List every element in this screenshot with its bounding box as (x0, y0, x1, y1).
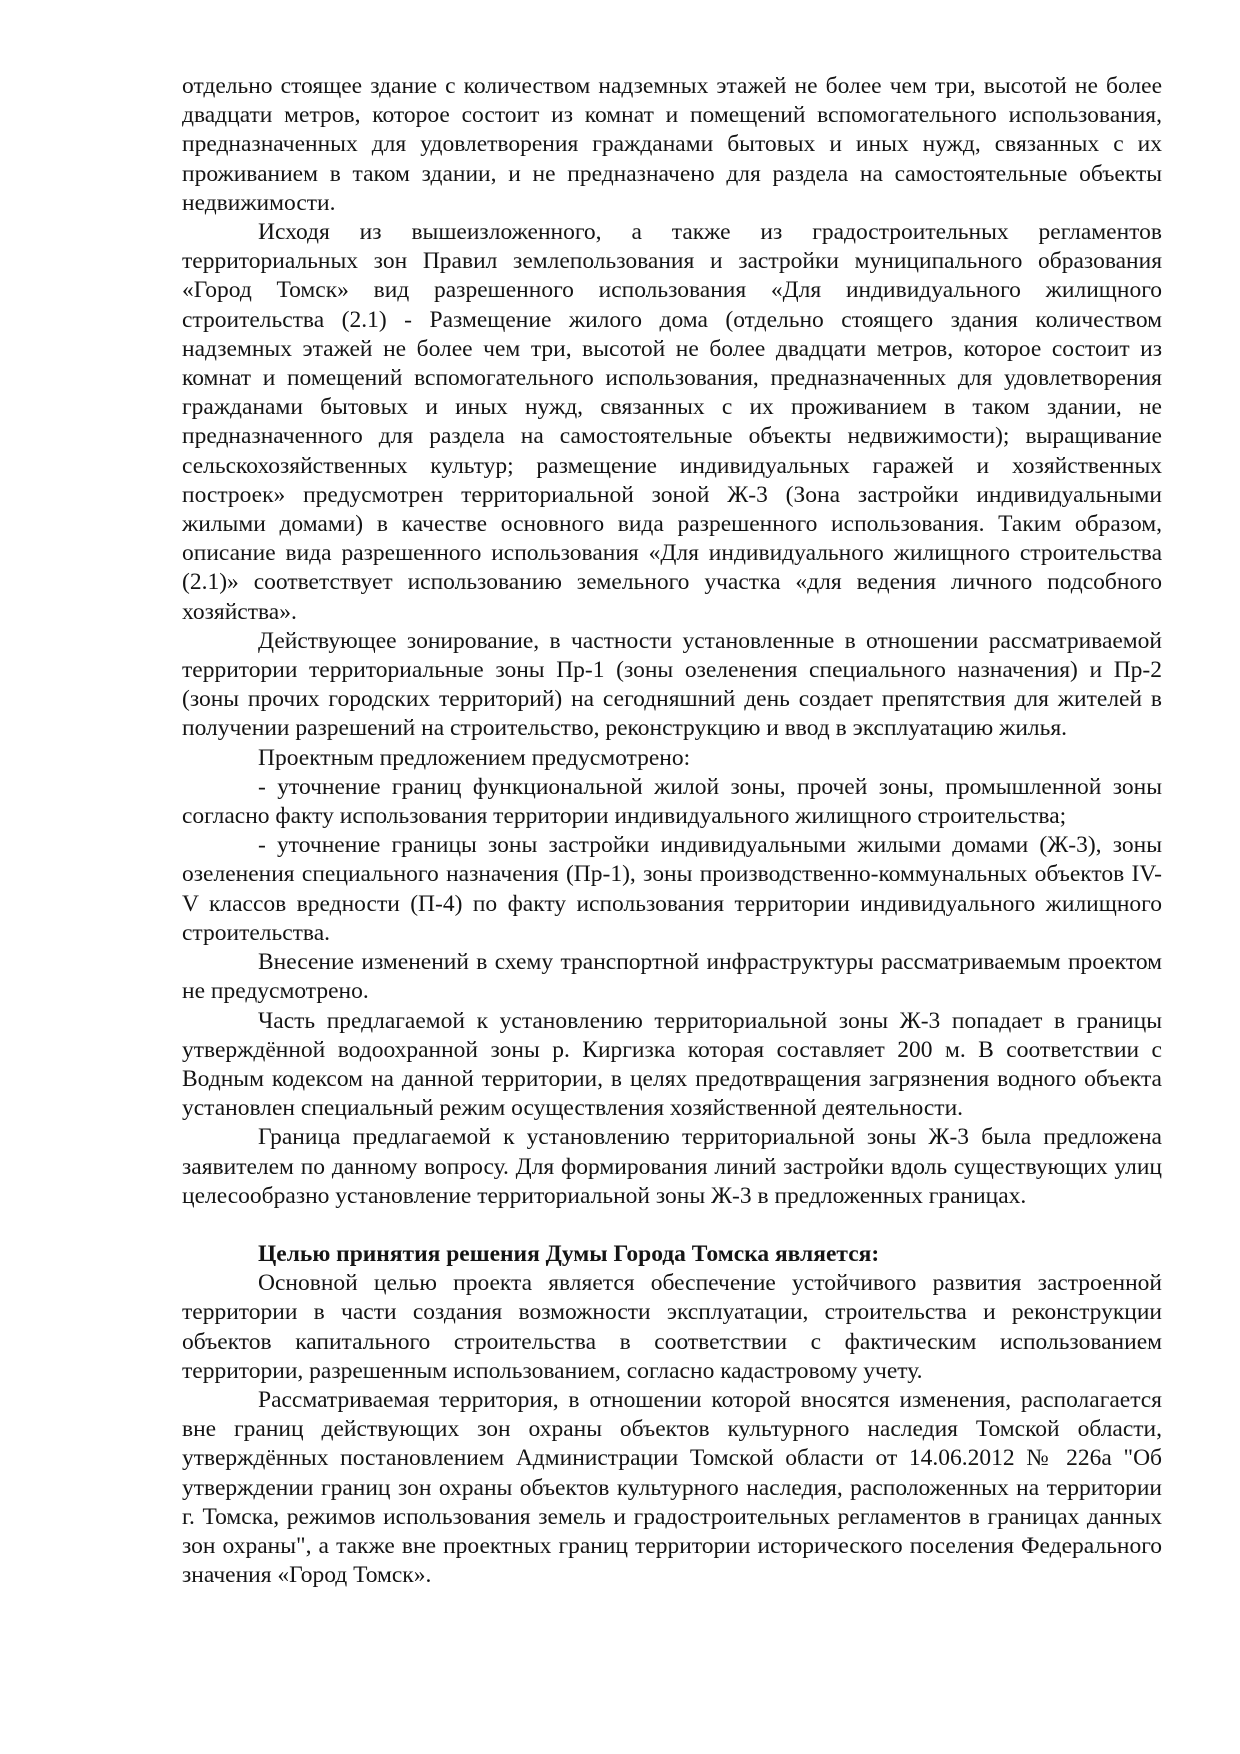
paragraph-water-protection-zone: Часть предлагаемой к установлению территориальной зоны Ж-3 попадает в границы утверждённой водоохранной зоны р. Киргизка которая составляет 200 м. В соответствии с Водным кодексом на данной территории, в целях предотвращения загрязнения водного объекта установлен специальный режим осуществления хозяйственной деятельности. (182, 1007, 1162, 1122)
paragraph-cultural-heritage: Рассматриваемая территория, в отношении которой вносятся изменения, располагается вне границ действующих зон охраны объектов культурного наследия Томской области, утверждённых постановлением Администрации Томской области от 14.06.2012 № 226а "Об утверждении границ зон охраны объектов культурного наследия, расположенных на территории г. Томска, режимов использования земель и градостроительных регламентов в границах данных зон охраны", а также вне проектных границ территории исторического поселения Федерального значения «Город Томск». (182, 1386, 1162, 1589)
section-heading: Целью принятия решения Думы Города Томска является: (258, 1240, 880, 1267)
paragraph-zoning-regulations: Исходя из вышеизложенного, а также из градостроительных регламентов территориальных зон Правил землепользования и застройки муниципального образования «Город Томск» вид разрешенного использования «Для индивидуального жилищного строительства (2.1) - Размещение жилого дома (отдельно стоящего здания количеством надземных этажей не более чем три, высотой не более двадцати метров, которое состоит из комнат и помещений вспомогательного использования, предназначенных для удовлетворения гражданами бытовых и иных нужд, связанных с их проживанием в таком здании, не предназначенного для раздела на самостоятельные объекты недвижимости); выращивание сельскохозяйственных культур; размещение индивидуальных гаражей и хозяйственных построек» предусмотрен территориальной зоной Ж-3 (Зона застройки индивидуальными жилыми домами) в качестве основного вида разрешенного использования. Таким образом, описание вида разрешенного использования «Для индивидуального жилищного строительства (2.1)» соответствует использованию земельного участка «для ведения личного подсобного хозяйства». (182, 219, 1162, 625)
paragraph-project-proposal-intro: Проектным предложением предусмотрено: (258, 744, 691, 771)
paragraph-current-zoning: Действующее зонирование, в частности установленные в отношении рассматриваемой территории территориальные зоны Пр-1 (зоны озеленения специального назначения) и Пр-2 (зоны прочих городских территорий) на сегодняшний день создает препятствия для жителей в получении разрешений на строительство, реконструкцию и ввод в эксплуатацию жилья. (182, 627, 1162, 742)
document-page (182, 72, 1162, 1590)
paragraph-transport-infrastructure: Внесение изменений в схему транспортной инфраструктуры рассматриваемым проектом не предусмотрено. (182, 949, 1162, 1005)
paragraph-continuation: отдельно стоящее здание с количеством надземных этажей не более чем три, высотой не более двадцати метров, которое состоит из комнат и помещений вспомогательного использования, предназначенных для удовлетворения гражданами бытовых и иных нужд, связанных с их проживанием в таком здании, и не предназначено для раздела на самостоятельные объекты недвижимости. (182, 73, 1162, 216)
list-item-zone-boundaries: - уточнение границы зоны застройки индивидуальными жилыми домами (Ж-3), зоны озеленения специального назначения (Пр-1), зоны производственно-коммунальных объектов IV-V классов вредности (П-4) по факту использования территории индивидуального жилищного строительства. (182, 832, 1162, 946)
list-item-functional-zones: - уточнение границ функциональной жилой зоны, прочей зоны, промышленной зоны согласно факту использования территории индивидуального жилищного строительства; (182, 773, 1162, 830)
paragraph-boundary-proposal: Граница предлагаемой к установлению территориальной зоны Ж-3 была предложена заявителем по данному вопросу. Для формирования линий застройки вдоль существующих улиц целесообразно установление территориальной зоны Ж-3 в предложенных границах. (182, 1124, 1162, 1209)
paragraph-project-goal: Основной целью проекта является обеспечение устойчивого развития застроенной территории в части создания возможности эксплуатации, строительства и реконструкции объектов капитального строительства в соответствии с фактическим использованием территории, разрешенным использованием, согласно кадастровому учету. (182, 1270, 1162, 1384)
